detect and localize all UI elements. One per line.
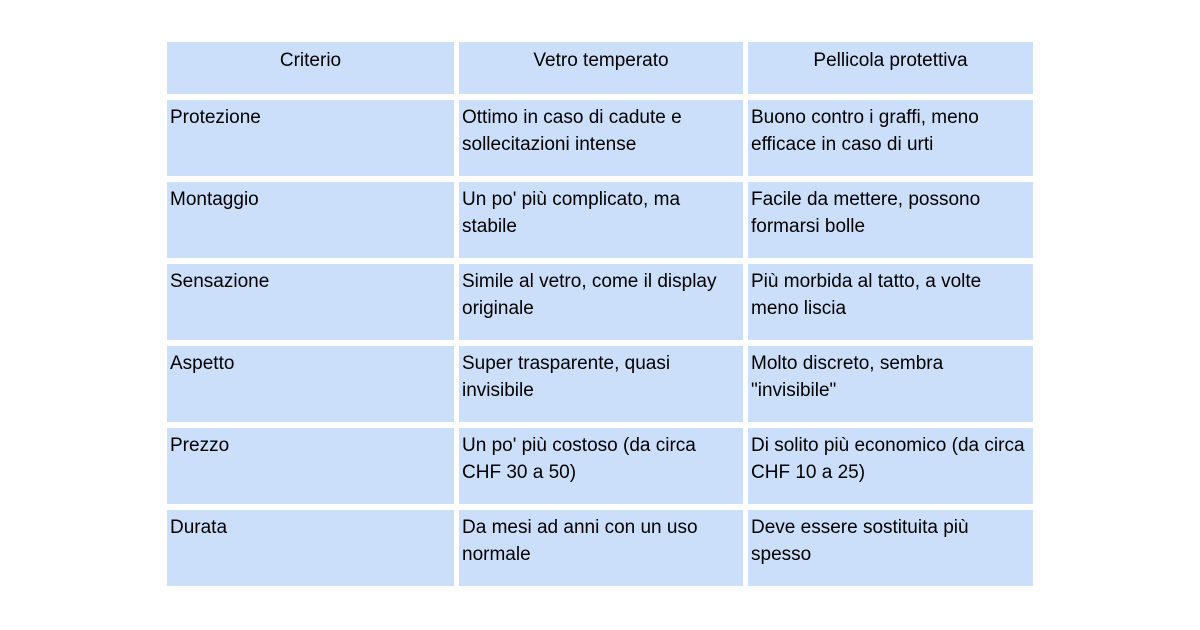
cell-montaggio-pellicola: Facile da mettere, possono formarsi bolle [748, 182, 1033, 258]
comparison-table [167, 42, 1033, 586]
row-label-montaggio: Montaggio [167, 182, 454, 258]
cell-protezione-pellicola: Buono contro i graffi, meno efficace in caso di urti [748, 100, 1033, 176]
row-label-durata: Durata [167, 510, 454, 586]
header-cell-vetro-temperato: Vetro temperato [459, 42, 743, 94]
cell-prezzo-pellicola: Di solito più economico (da circa CHF 10 a 25) [748, 428, 1033, 504]
row-label-sensazione: Sensazione [167, 264, 454, 340]
row-label-prezzo: Prezzo [167, 428, 454, 504]
cell-sensazione-pellicola: Più morbida al tatto, a volte meno liscia [748, 264, 1033, 340]
cell-aspetto-vetro: Super trasparente, quasi invisibile [459, 346, 743, 422]
cell-aspetto-pellicola: Molto discreto, sembra "invisibile" [748, 346, 1033, 422]
row-label-protezione: Protezione [167, 100, 454, 176]
header-cell-criterio: Criterio [167, 42, 454, 94]
cell-durata-vetro: Da mesi ad anni con un uso normale [459, 510, 743, 586]
cell-sensazione-vetro: Simile al vetro, come il display originale [459, 264, 743, 340]
row-label-aspetto: Aspetto [167, 346, 454, 422]
cell-protezione-vetro: Ottimo in caso di cadute e sollecitazioni intense [459, 100, 743, 176]
cell-montaggio-vetro: Un po' più complicato, ma stabile [459, 182, 743, 258]
cell-durata-pellicola: Deve essere sostituita più spesso [748, 510, 1033, 586]
header-cell-pellicola-protettiva: Pellicola protettiva [748, 42, 1033, 94]
cell-prezzo-vetro: Un po' più costoso (da circa CHF 30 a 50) [459, 428, 743, 504]
